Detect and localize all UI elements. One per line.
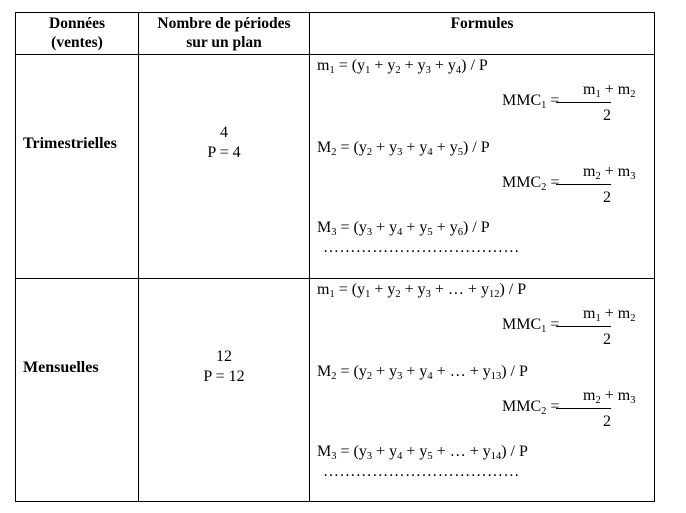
formula-m1-term-subscript: 3 [425, 289, 431, 300]
formula-m3-term-symbol: y [419, 443, 428, 460]
formula-m1-term-symbol: y [357, 281, 366, 298]
formula-m2-tail: / P [506, 363, 528, 380]
formula-mmc2-name-symbol: MMC [502, 398, 542, 415]
periods-count: 4 [220, 124, 228, 141]
formula-m2-term-subscript: 4 [427, 371, 433, 382]
formula-m2-term-subscript: 2 [366, 147, 373, 158]
formula-m3-lhs-subscript: 3 [331, 451, 337, 462]
formula-m3-term-symbol: y [482, 443, 491, 460]
formula-mmc2-name-symbol: MMC [502, 174, 542, 191]
formula-mmc2-numerator: $m_2 + m_3$ [583, 387, 636, 406]
formula-mmc2-num-b-subscript: 3 [630, 171, 636, 182]
formula-m2-term-subscript: 13 [490, 371, 502, 382]
formula-m2-lhs-subscript: 2 [331, 147, 337, 158]
formula-mmc2-num-a-symbol: m [583, 163, 596, 180]
formula-m1-term-subscript: 4 [455, 65, 462, 76]
formula-mmc2-name-subscript: 2 [541, 182, 547, 193]
formula-mmc1-name-symbol: MMC [502, 316, 542, 333]
formula-m2-term-subscript: 5 [457, 147, 463, 158]
formula-m3-tail: / P [468, 219, 490, 236]
formula-m1: $m_1 = (y_1 + y_2 + y_3$ + … + $y_{12}$) / P [317, 281, 527, 300]
formula-m1-lhs-symbol: m [317, 57, 330, 74]
periods-p-value: P = 12 [203, 368, 245, 385]
formula-m1-term-subscript: 3 [425, 65, 431, 76]
formula-m1-lhs-subscript: 1 [329, 65, 335, 76]
formula-mmc2-label: $MMC_2$ = [502, 174, 560, 193]
formula-m1-term-symbol: y [417, 281, 426, 298]
formula-mmc1-numerator: $m_1 + m_2$ [583, 81, 636, 100]
formula-m1: $m_1 = (y_1 + y_2 + y_3 + y_4) / P$ [317, 57, 488, 76]
formula-m2-term-subscript: 3 [397, 371, 403, 382]
formula-m1-term-subscript: 12 [488, 289, 500, 300]
formula-mmc1-name-symbol: MMC [502, 92, 542, 109]
formula-m1-term-subscript: 1 [365, 289, 371, 300]
formula-continuation-dots: ……………………………… [323, 463, 520, 480]
formula-mmc1-denominator: 2 [603, 107, 611, 124]
formula-m2-term-symbol: y [389, 363, 398, 380]
formula-m1-tail: / P [466, 57, 488, 74]
formula-mmc2-label: $MMC_2$ = [502, 398, 560, 417]
table-row [16, 55, 656, 278]
row-periods [139, 347, 309, 387]
formula-m2-term-symbol: y [358, 139, 367, 156]
formula-mmc1-num-b-symbol: m [617, 305, 631, 322]
formula-m1-tail: / P [504, 281, 527, 298]
formula-m3: $M_3 = (y_3 + y_4 + y_5 + y_6) / P$ [317, 219, 490, 238]
formula-m3-term-subscript: 4 [397, 227, 403, 238]
formula-mmc2-num-b-subscript: 3 [630, 395, 636, 406]
formula-m2: $M_2 = (y_2 + y_3 + y_4$ + … + $y_{13}$) / P [317, 363, 528, 382]
periods-p-value: P = 4 [207, 144, 241, 161]
formula-m1-term-subscript: 2 [395, 289, 401, 300]
formula-m3-term-symbol: y [358, 443, 367, 460]
formula-mmc2 [16, 387, 656, 431]
formula-mmc1-num-a-symbol: m [583, 81, 596, 98]
formula-m3-term-subscript: 5 [427, 451, 433, 462]
header-donnees [16, 14, 138, 52]
formula-mmc1-fraction-bar [556, 102, 611, 103]
formula-m1-lhs-symbol: m [317, 281, 330, 298]
formula-m2-lhs-symbol: M [317, 139, 332, 156]
formula-m1-term-subscript: 2 [395, 65, 401, 76]
formula-m3-term-symbol: y [358, 219, 367, 236]
formula-m1-term-symbol: y [357, 57, 366, 74]
formula-m3-lhs-symbol: M [317, 443, 332, 460]
formula-m2-term-symbol: y [449, 139, 458, 156]
formula-m1-term-symbol: y [447, 57, 456, 74]
formula-m3: $M_3 = (y_3 + y_4 + y_5$ + … + $y_{14}$) / P [317, 443, 528, 462]
header-donnees-line1: Données [49, 15, 105, 32]
formula-m2-tail: / P [468, 139, 490, 156]
formula-m3-tail: / P [506, 443, 528, 460]
formula-mmc1-numerator: $m_1 + m_2$ [583, 305, 636, 324]
row-periods [139, 123, 309, 163]
header-periodes-line2: sur un plan [186, 34, 262, 51]
formula-m1-term-subscript: 1 [365, 65, 371, 76]
formula-mmc2-num-b-symbol: m [617, 163, 631, 180]
formula-continuation-dots: ……………………………… [323, 239, 520, 256]
formula-mmc1-label: $MMC_1$ = [502, 92, 560, 111]
formula-m3-term-subscript: 3 [366, 451, 373, 462]
formula-mmc2-name-subscript: 2 [541, 406, 547, 417]
formula-m2-term-subscript: 2 [366, 371, 373, 382]
formula-m3-term-subscript: 6 [457, 227, 463, 238]
formula-m3-term-symbol: y [389, 443, 398, 460]
table-row [16, 279, 656, 502]
formula-m3-term-subscript: 4 [397, 451, 403, 462]
formula-mmc1-fraction-bar [556, 326, 611, 327]
formula-m3-term-subscript: 3 [366, 227, 373, 238]
formula-m3-lhs-symbol: M [317, 219, 332, 236]
formula-mmc2-num-b-symbol: m [617, 387, 631, 404]
formula-m3-term-symbol: … [449, 443, 466, 460]
periods-count: 12 [216, 348, 232, 365]
header-donnees-line2: (ventes) [51, 34, 103, 51]
formula-m3-lhs-subscript: 3 [331, 227, 337, 238]
formula-mmc2-num-a-subscript: 2 [595, 395, 601, 406]
formula-m1-lhs-subscript: 1 [329, 289, 335, 300]
formula-m3-term-symbol: y [389, 219, 398, 236]
row-label: Trimestrielles [23, 135, 117, 152]
row-label: Mensuelles [23, 359, 99, 376]
formula-m3-term-symbol: y [449, 219, 458, 236]
formula-mmc2-denominator: 2 [603, 189, 611, 206]
formula-m3-term-symbol: y [419, 219, 428, 236]
header-periodes-line1: Nombre de périodes [157, 15, 291, 32]
formula-mmc1-name-subscript: 1 [541, 100, 547, 111]
formula-m2-lhs-symbol: M [317, 363, 332, 380]
formula-mmc2-numerator: $m_2 + m_3$ [583, 163, 636, 182]
formula-mmc1-num-b-symbol: m [617, 81, 631, 98]
formula-mmc2-denominator: 2 [603, 413, 611, 430]
formula-m1-term-symbol: y [387, 281, 396, 298]
formula-mmc1-denominator: 2 [603, 331, 611, 348]
formula-mmc2-fraction-bar [556, 184, 611, 185]
header-periodes [139, 14, 309, 52]
header-formules: Formules [450, 15, 514, 32]
formula-mmc2-num-a-symbol: m [583, 387, 596, 404]
formula-mmc1-name-subscript: 1 [541, 324, 547, 335]
formula-m2-term-symbol: y [482, 363, 491, 380]
formula-m2-term-subscript: 4 [427, 147, 433, 158]
formula-mmc1-num-a-subscript: 1 [595, 89, 601, 100]
formula-m1-term-symbol: y [480, 281, 489, 298]
formula-m2: $M_2 = (y_2 + y_3 + y_4 + y_5) / P$ [317, 139, 490, 158]
formula-m3-term-subscript: 14 [490, 451, 502, 462]
formulas-table [15, 12, 655, 502]
formula-m2-lhs-subscript: 2 [331, 371, 337, 382]
formula-m3-term-subscript: 5 [427, 227, 433, 238]
formula-m1-term-symbol: y [417, 57, 426, 74]
formula-mmc1-num-b-subscript: 2 [630, 313, 636, 324]
formula-m1-term-symbol: y [387, 57, 396, 74]
formula-mmc2-fraction-bar [556, 408, 611, 409]
formula-m2-term-symbol: y [389, 139, 398, 156]
formula-m2-term-symbol: … [449, 363, 466, 380]
formula-m2-term-subscript: 3 [397, 147, 403, 158]
formula-mmc1-num-a-subscript: 1 [595, 313, 601, 324]
formula-mmc1 [16, 81, 656, 125]
formula-m2-term-symbol: y [419, 139, 428, 156]
formula-m2-term-symbol: y [419, 363, 428, 380]
formula-mmc1-label: $MMC_1$ = [502, 316, 560, 335]
formula-m2-term-symbol: y [358, 363, 367, 380]
formula-mmc2 [16, 163, 656, 207]
formula-mmc2-num-a-subscript: 2 [595, 171, 601, 182]
formula-mmc1 [16, 305, 656, 349]
formula-mmc1-num-a-symbol: m [583, 305, 596, 322]
formula-mmc1-num-b-subscript: 2 [630, 89, 636, 100]
formula-m1-term-symbol: … [447, 281, 464, 298]
